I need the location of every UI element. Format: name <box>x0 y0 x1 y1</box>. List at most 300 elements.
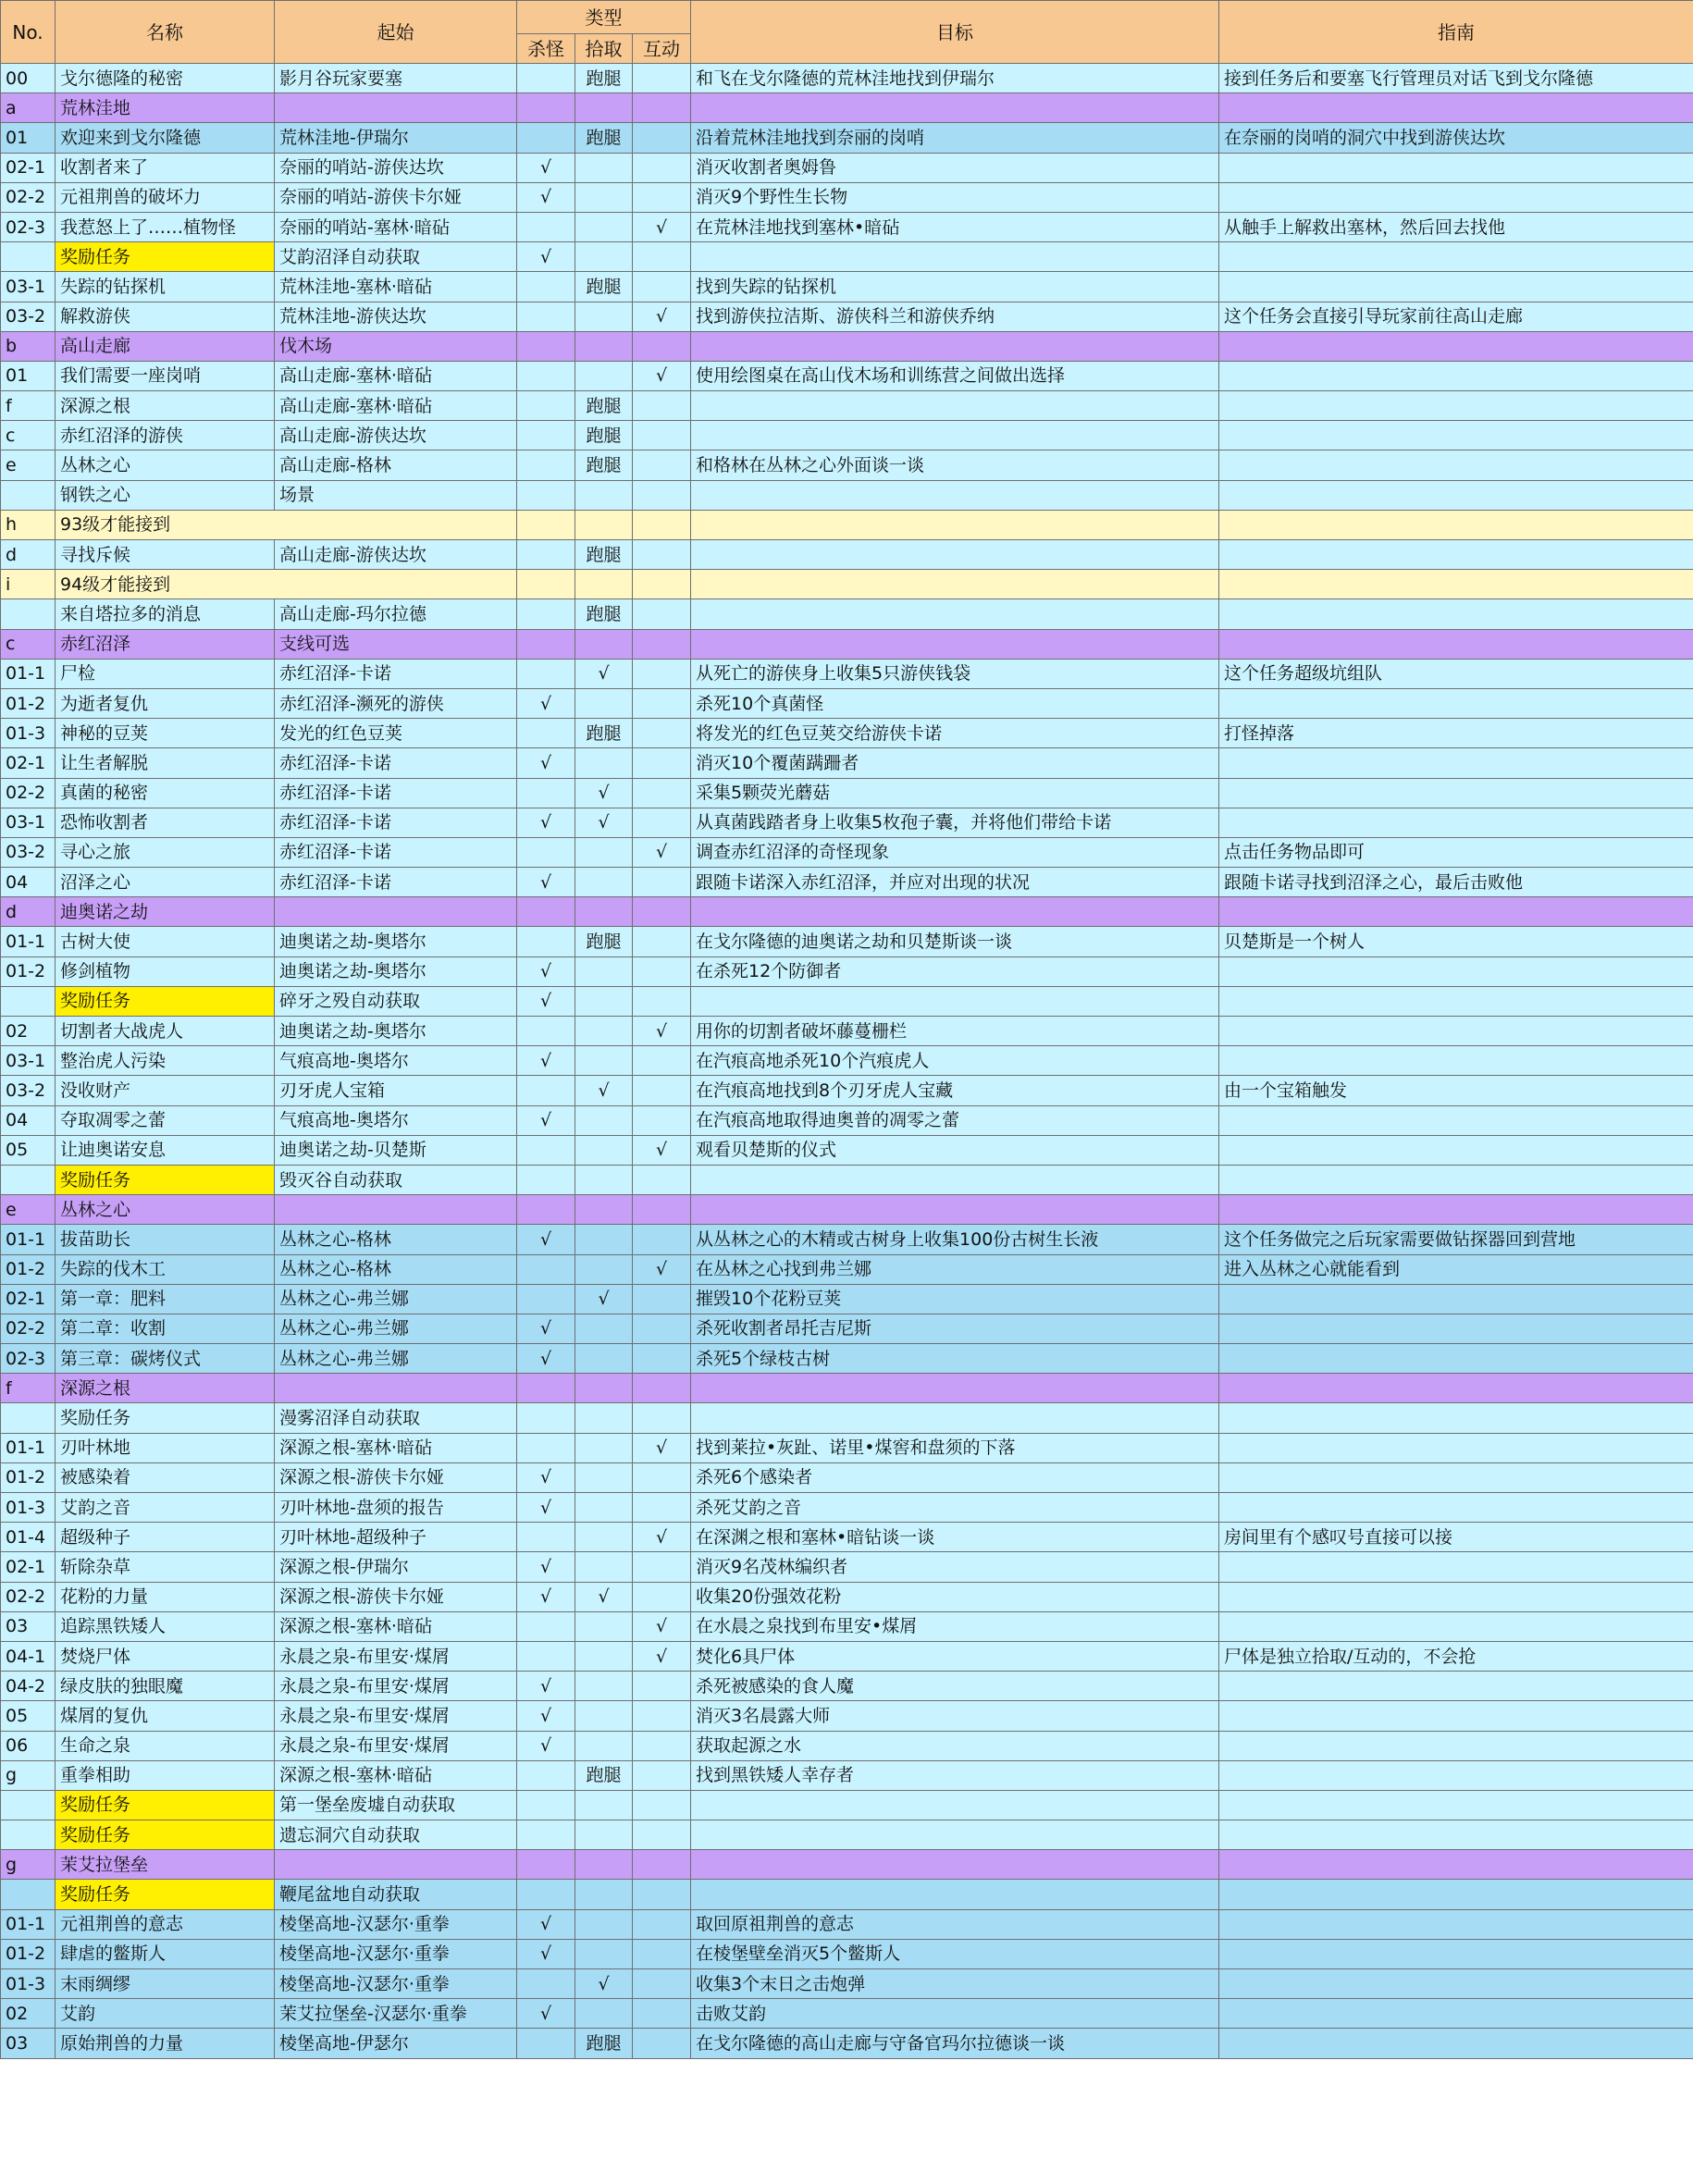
cell-pick[interactable]: 跑腿 <box>575 64 633 93</box>
cell-start[interactable]: 赤红沼泽-卡诺 <box>275 837 517 867</box>
cell-no[interactable]: 01-4 <box>1 1523 56 1552</box>
cell-name[interactable]: 沼泽之心 <box>56 868 275 897</box>
cell-interact[interactable] <box>633 1969 691 1999</box>
cell-kill[interactable] <box>517 212 575 241</box>
cell-guide[interactable] <box>1219 748 1693 778</box>
cell-no[interactable] <box>1 1880 56 1909</box>
cell-no[interactable] <box>1 986 56 1016</box>
cell-interact[interactable] <box>633 421 691 450</box>
cell-kill[interactable] <box>517 1850 575 1880</box>
cell-start[interactable]: 刃叶林地-超级种子 <box>275 1523 517 1552</box>
cell-guide[interactable] <box>1219 1969 1693 1999</box>
section-subtitle[interactable] <box>275 93 517 123</box>
cell-start[interactable]: 荒林洼地-伊瑞尔 <box>275 123 517 153</box>
cell-goal[interactable] <box>691 480 1219 510</box>
cell-start[interactable]: 漫雾沼泽自动获取 <box>275 1403 517 1433</box>
cell-guide[interactable] <box>1219 480 1693 510</box>
cell-pick[interactable] <box>575 868 633 897</box>
cell-start[interactable]: 深源之根-游侠卡尔娅 <box>275 1462 517 1492</box>
cell-interact[interactable] <box>633 242 691 272</box>
cell-no[interactable]: 02-1 <box>1 748 56 778</box>
cell-interact[interactable] <box>633 272 691 302</box>
cell-kill[interactable] <box>517 1254 575 1284</box>
cell-goal[interactable] <box>691 1165 1219 1194</box>
cell-kill[interactable] <box>517 480 575 510</box>
cell-start[interactable]: 毁灭谷自动获取 <box>275 1165 517 1194</box>
cell-goal[interactable]: 在汽痕高地杀死10个汽痕虎人 <box>691 1046 1219 1076</box>
cell-interact[interactable] <box>633 391 691 421</box>
cell-pick[interactable] <box>575 1701 633 1731</box>
cell-name[interactable]: 第二章：收割 <box>56 1314 275 1343</box>
cell-no[interactable]: 02 <box>1 1999 56 2029</box>
cell-start[interactable]: 高山走廊-格林 <box>275 450 517 480</box>
cell-guide[interactable]: 跟随卡诺寻找到沼泽之心，最后击败他 <box>1219 868 1693 897</box>
cell-goal[interactable]: 从死亡的游侠身上收集5只游侠钱袋 <box>691 659 1219 688</box>
cell-goal[interactable]: 和格林在丛林之心外面谈一谈 <box>691 450 1219 480</box>
section-subtitle[interactable]: 伐木场 <box>275 331 517 361</box>
cell-pick[interactable] <box>575 1254 633 1284</box>
cell-interact[interactable] <box>633 629 691 659</box>
cell-name[interactable]: 煤屑的复仇 <box>56 1701 275 1731</box>
cell-interact[interactable] <box>633 1344 691 1374</box>
cell-pick[interactable] <box>575 182 633 212</box>
cell-goal[interactable]: 杀死收割者昂托吉尼斯 <box>691 1314 1219 1343</box>
cell-interact[interactable] <box>633 868 691 897</box>
cell-start[interactable]: 荒林洼地-游侠达坎 <box>275 302 517 331</box>
cell-pick[interactable] <box>575 1165 633 1194</box>
cell-kill[interactable]: √ <box>517 1105 575 1135</box>
cell-guide[interactable] <box>1219 1195 1693 1225</box>
level-note[interactable]: 94级才能接到 <box>56 570 517 599</box>
cell-kill[interactable] <box>517 1820 575 1850</box>
cell-goal[interactable]: 焚化6具尸体 <box>691 1641 1219 1671</box>
cell-goal[interactable]: 从丛林之心的木精或古树身上收集100份古树生长液 <box>691 1225 1219 1254</box>
cell-interact[interactable] <box>633 1731 691 1760</box>
section-code[interactable]: b <box>1 331 56 361</box>
cell-guide[interactable] <box>1219 1105 1693 1135</box>
cell-start[interactable]: 气痕高地-奥塔尔 <box>275 1105 517 1135</box>
cell-guide[interactable] <box>1219 272 1693 302</box>
cell-interact[interactable] <box>633 1820 691 1850</box>
cell-name[interactable]: 奖励任务 <box>56 986 275 1016</box>
cell-guide[interactable] <box>1219 1850 1693 1880</box>
cell-guide[interactable] <box>1219 1046 1693 1076</box>
cell-name[interactable]: 我们需要一座岗哨 <box>56 361 275 390</box>
cell-guide[interactable] <box>1219 688 1693 718</box>
cell-no[interactable]: 03-2 <box>1 1076 56 1105</box>
cell-no[interactable]: 03-1 <box>1 1046 56 1076</box>
cell-kill[interactable] <box>517 540 575 570</box>
cell-no[interactable]: 00 <box>1 64 56 93</box>
cell-no[interactable]: 06 <box>1 1731 56 1760</box>
cell-guide[interactable]: 进入丛林之心就能看到 <box>1219 1254 1693 1284</box>
cell-no[interactable]: 02 <box>1 1017 56 1046</box>
col-header-goal[interactable]: 目标 <box>691 1 1219 64</box>
cell-start[interactable]: 高山走廊-游侠达坎 <box>275 421 517 450</box>
cell-interact[interactable] <box>633 540 691 570</box>
cell-goal[interactable] <box>691 421 1219 450</box>
cell-name[interactable]: 神秘的豆荚 <box>56 719 275 748</box>
cell-kill[interactable]: √ <box>517 242 575 272</box>
cell-no[interactable] <box>1 1820 56 1850</box>
cell-kill[interactable] <box>517 361 575 390</box>
cell-kill[interactable] <box>517 778 575 808</box>
cell-name[interactable]: 肆虐的鳖斯人 <box>56 1939 275 1968</box>
cell-name[interactable]: 原始荆兽的力量 <box>56 2029 275 2058</box>
cell-interact[interactable] <box>633 1582 691 1611</box>
cell-goal[interactable]: 杀死10个真菌怪 <box>691 688 1219 718</box>
cell-pick[interactable]: √ <box>575 1076 633 1105</box>
cell-pick[interactable] <box>575 986 633 1016</box>
cell-kill[interactable]: √ <box>517 1909 575 1939</box>
cell-pick[interactable] <box>575 153 633 182</box>
cell-interact[interactable] <box>633 897 691 927</box>
cell-goal[interactable]: 用你的切割者破坏藤蔓栅栏 <box>691 1017 1219 1046</box>
cell-interact[interactable]: √ <box>633 1523 691 1552</box>
cell-guide[interactable] <box>1219 510 1693 539</box>
cell-no[interactable]: 02-2 <box>1 1582 56 1611</box>
cell-goal[interactable]: 找到游侠拉洁斯、游侠科兰和游侠乔纳 <box>691 302 1219 331</box>
col-header-type[interactable]: 类型 <box>517 1 691 34</box>
cell-goal[interactable] <box>691 897 1219 927</box>
cell-name[interactable]: 解救游侠 <box>56 302 275 331</box>
cell-guide[interactable]: 点击任务物品即可 <box>1219 837 1693 867</box>
cell-guide[interactable] <box>1219 391 1693 421</box>
cell-start[interactable]: 奈丽的哨站-塞林·暗砧 <box>275 212 517 241</box>
cell-goal[interactable] <box>691 1195 1219 1225</box>
cell-start[interactable]: 迪奥诺之劫-贝楚斯 <box>275 1135 517 1165</box>
cell-pick[interactable] <box>575 212 633 241</box>
cell-no[interactable]: c <box>1 421 56 450</box>
cell-guide[interactable] <box>1219 1731 1693 1760</box>
cell-no[interactable] <box>1 242 56 272</box>
cell-start[interactable]: 迪奥诺之劫-奥塔尔 <box>275 956 517 986</box>
cell-guide[interactable] <box>1219 1552 1693 1582</box>
cell-start[interactable]: 赤红沼泽-卡诺 <box>275 748 517 778</box>
cell-interact[interactable] <box>633 331 691 361</box>
cell-guide[interactable] <box>1219 1939 1693 1968</box>
cell-kill[interactable] <box>517 1374 575 1403</box>
cell-name[interactable]: 让生者解脱 <box>56 748 275 778</box>
cell-kill[interactable]: √ <box>517 1939 575 1968</box>
cell-name[interactable]: 丛林之心 <box>56 450 275 480</box>
cell-pick[interactable]: 跑腿 <box>575 719 633 748</box>
cell-no[interactable]: 02-2 <box>1 778 56 808</box>
cell-interact[interactable] <box>633 1850 691 1880</box>
cell-goal[interactable]: 杀死5个绿枝古树 <box>691 1344 1219 1374</box>
cell-no[interactable]: e <box>1 450 56 480</box>
cell-kill[interactable]: √ <box>517 1552 575 1582</box>
section-code[interactable]: g <box>1 1850 56 1880</box>
cell-guide[interactable] <box>1219 182 1693 212</box>
cell-start[interactable]: 永晨之泉-布里安·煤屑 <box>275 1701 517 1731</box>
section-title[interactable]: 迪奥诺之劫 <box>56 897 275 927</box>
cell-goal[interactable]: 在汽痕高地取得迪奥普的凋零之蕾 <box>691 1105 1219 1135</box>
cell-goal[interactable]: 消灭3名晨露大师 <box>691 1701 1219 1731</box>
cell-kill[interactable] <box>517 391 575 421</box>
col-header-kill[interactable]: 杀怪 <box>517 34 575 64</box>
cell-guide[interactable] <box>1219 1790 1693 1820</box>
cell-goal[interactable]: 在深渊之根和塞林•暗钻谈一谈 <box>691 1523 1219 1552</box>
col-header-start[interactable]: 起始 <box>275 1 517 64</box>
cell-guide[interactable] <box>1219 778 1693 808</box>
cell-name[interactable]: 重拳相助 <box>56 1760 275 1790</box>
cell-interact[interactable] <box>633 1046 691 1076</box>
cell-start[interactable]: 迪奥诺之劫-奥塔尔 <box>275 1017 517 1046</box>
cell-kill[interactable] <box>517 64 575 93</box>
cell-start[interactable]: 赤红沼泽-卡诺 <box>275 778 517 808</box>
cell-name[interactable]: 赤红沼泽的游侠 <box>56 421 275 450</box>
cell-pick[interactable] <box>575 748 633 778</box>
cell-start[interactable]: 气痕高地-奥塔尔 <box>275 1046 517 1076</box>
cell-no[interactable]: 04-1 <box>1 1641 56 1671</box>
cell-interact[interactable]: √ <box>633 1433 691 1462</box>
cell-kill[interactable] <box>517 1076 575 1105</box>
cell-kill[interactable] <box>517 1611 575 1641</box>
cell-kill[interactable] <box>517 1523 575 1552</box>
cell-guide[interactable] <box>1219 956 1693 986</box>
cell-pick[interactable]: √ <box>575 778 633 808</box>
cell-pick[interactable] <box>575 1523 633 1552</box>
cell-no[interactable]: 03 <box>1 1611 56 1641</box>
cell-name[interactable]: 奖励任务 <box>56 1403 275 1433</box>
section-title[interactable]: 赤红沼泽 <box>56 629 275 659</box>
cell-kill[interactable] <box>517 1790 575 1820</box>
cell-start[interactable]: 赤红沼泽-濒死的游侠 <box>275 688 517 718</box>
cell-start[interactable]: 发光的红色豆荚 <box>275 719 517 748</box>
cell-interact[interactable]: √ <box>633 1641 691 1671</box>
cell-name[interactable]: 修剑植物 <box>56 956 275 986</box>
cell-no[interactable]: d <box>1 540 56 570</box>
cell-goal[interactable] <box>691 986 1219 1016</box>
cell-kill[interactable] <box>517 719 575 748</box>
cell-pick[interactable] <box>575 897 633 927</box>
cell-interact[interactable] <box>633 1493 691 1523</box>
cell-no[interactable] <box>1 599 56 629</box>
cell-no[interactable]: 02-2 <box>1 1314 56 1343</box>
cell-interact[interactable] <box>633 1701 691 1731</box>
cell-name[interactable]: 奖励任务 <box>56 1790 275 1820</box>
cell-name[interactable]: 绿皮肤的独眼魔 <box>56 1672 275 1701</box>
cell-no[interactable]: g <box>1 1760 56 1790</box>
cell-kill[interactable]: √ <box>517 1225 575 1254</box>
section-code[interactable]: f <box>1 1374 56 1403</box>
cell-kill[interactable] <box>517 1403 575 1433</box>
cell-pick[interactable] <box>575 1611 633 1641</box>
cell-no[interactable]: 01-1 <box>1 1909 56 1939</box>
cell-pick[interactable] <box>575 1820 633 1850</box>
cell-interact[interactable] <box>633 1105 691 1135</box>
cell-name[interactable]: 为逝者复仇 <box>56 688 275 718</box>
cell-interact[interactable] <box>633 956 691 986</box>
cell-interact[interactable] <box>633 1225 691 1254</box>
cell-name[interactable]: 斩除杂草 <box>56 1552 275 1582</box>
cell-pick[interactable] <box>575 1105 633 1135</box>
cell-kill[interactable]: √ <box>517 1672 575 1701</box>
cell-goal[interactable]: 调查赤红沼泽的奇怪现象 <box>691 837 1219 867</box>
cell-pick[interactable] <box>575 688 633 718</box>
cell-pick[interactable]: 跑腿 <box>575 272 633 302</box>
cell-pick[interactable]: √ <box>575 1284 633 1314</box>
cell-interact[interactable] <box>633 1165 691 1194</box>
cell-kill[interactable]: √ <box>517 1731 575 1760</box>
section-subtitle[interactable] <box>275 1195 517 1225</box>
cell-kill[interactable] <box>517 570 575 599</box>
cell-guide[interactable] <box>1219 1462 1693 1492</box>
cell-goal[interactable]: 杀死艾韵之音 <box>691 1493 1219 1523</box>
cell-no[interactable]: 01-2 <box>1 1254 56 1284</box>
cell-pick[interactable] <box>575 361 633 390</box>
cell-pick[interactable] <box>575 1403 633 1433</box>
cell-pick[interactable] <box>575 1552 633 1582</box>
cell-guide[interactable] <box>1219 1611 1693 1641</box>
cell-guide[interactable] <box>1219 361 1693 390</box>
cell-pick[interactable] <box>575 1731 633 1760</box>
cell-guide[interactable] <box>1219 1493 1693 1523</box>
cell-interact[interactable] <box>633 1284 691 1314</box>
cell-pick[interactable]: 跑腿 <box>575 123 633 153</box>
cell-interact[interactable] <box>633 659 691 688</box>
cell-name[interactable]: 拔苗助长 <box>56 1225 275 1254</box>
cell-kill[interactable]: √ <box>517 1462 575 1492</box>
cell-guide[interactable] <box>1219 986 1693 1016</box>
cell-no[interactable]: f <box>1 391 56 421</box>
cell-kill[interactable]: √ <box>517 808 575 837</box>
cell-name[interactable]: 让迪奥诺安息 <box>56 1135 275 1165</box>
cell-interact[interactable] <box>633 1403 691 1433</box>
cell-interact[interactable] <box>633 1909 691 1939</box>
cell-kill[interactable]: √ <box>517 1493 575 1523</box>
cell-name[interactable]: 欢迎来到戈尔隆德 <box>56 123 275 153</box>
cell-kill[interactable] <box>517 1284 575 1314</box>
cell-guide[interactable] <box>1219 1165 1693 1194</box>
cell-guide[interactable] <box>1219 1017 1693 1046</box>
cell-interact[interactable] <box>633 123 691 153</box>
cell-interact[interactable] <box>633 64 691 93</box>
cell-no[interactable]: 05 <box>1 1135 56 1165</box>
cell-pick[interactable] <box>575 1017 633 1046</box>
cell-goal[interactable] <box>691 93 1219 123</box>
cell-goal[interactable] <box>691 1374 1219 1403</box>
cell-guide[interactable]: 接到任务后和要塞飞行管理员对话飞到戈尔隆德 <box>1219 64 1693 93</box>
cell-interact[interactable] <box>633 450 691 480</box>
cell-pick[interactable] <box>575 570 633 599</box>
cell-guide[interactable] <box>1219 1701 1693 1731</box>
cell-interact[interactable]: √ <box>633 212 691 241</box>
cell-no[interactable]: 03-2 <box>1 837 56 867</box>
cell-guide[interactable]: 打怪掉落 <box>1219 719 1693 748</box>
cell-guide[interactable]: 在奈丽的岗哨的洞穴中找到游侠达坎 <box>1219 123 1693 153</box>
cell-guide[interactable] <box>1219 450 1693 480</box>
cell-start[interactable]: 丛林之心-弗兰娜 <box>275 1344 517 1374</box>
cell-pick[interactable] <box>575 1195 633 1225</box>
cell-interact[interactable] <box>633 748 691 778</box>
cell-pick[interactable]: √ <box>575 808 633 837</box>
cell-interact[interactable] <box>633 570 691 599</box>
section-code[interactable]: c <box>1 629 56 659</box>
cell-interact[interactable] <box>633 927 691 956</box>
cell-start[interactable]: 深源之根-塞林·暗砧 <box>275 1611 517 1641</box>
cell-no[interactable]: 01-1 <box>1 1225 56 1254</box>
cell-kill[interactable] <box>517 450 575 480</box>
cell-guide[interactable] <box>1219 599 1693 629</box>
cell-goal[interactable] <box>691 1850 1219 1880</box>
cell-name[interactable]: 失踪的钻探机 <box>56 272 275 302</box>
cell-name[interactable]: 切割者大战虎人 <box>56 1017 275 1046</box>
section-subtitle[interactable] <box>275 1850 517 1880</box>
cell-name[interactable]: 生命之泉 <box>56 1731 275 1760</box>
cell-kill[interactable]: √ <box>517 1701 575 1731</box>
cell-interact[interactable] <box>633 1462 691 1492</box>
cell-guide[interactable]: 这个任务超级坑组队 <box>1219 659 1693 688</box>
cell-name[interactable]: 艾韵之音 <box>56 1493 275 1523</box>
cell-guide[interactable]: 贝楚斯是一个树人 <box>1219 927 1693 956</box>
cell-goal[interactable]: 在杀死12个防御者 <box>691 956 1219 986</box>
cell-start[interactable]: 奈丽的哨站-游侠达坎 <box>275 153 517 182</box>
cell-guide[interactable]: 房间里有个感叹号直接可以接 <box>1219 1523 1693 1552</box>
cell-name[interactable]: 元祖荆兽的意志 <box>56 1909 275 1939</box>
cell-no[interactable] <box>1 1165 56 1194</box>
cell-no[interactable] <box>1 1790 56 1820</box>
col-header-guide[interactable]: 指南 <box>1219 1 1693 64</box>
cell-start[interactable]: 高山走廊-玛尔拉德 <box>275 599 517 629</box>
cell-kill[interactable] <box>517 331 575 361</box>
cell-no[interactable]: 04 <box>1 1105 56 1135</box>
cell-pick[interactable] <box>575 1462 633 1492</box>
cell-goal[interactable]: 杀死6个感染者 <box>691 1462 1219 1492</box>
cell-interact[interactable] <box>633 510 691 539</box>
cell-kill[interactable]: √ <box>517 1344 575 1374</box>
cell-pick[interactable] <box>575 1493 633 1523</box>
cell-goal[interactable]: 找到黑铁矮人幸存者 <box>691 1760 1219 1790</box>
cell-goal[interactable] <box>691 331 1219 361</box>
cell-pick[interactable] <box>575 480 633 510</box>
cell-name[interactable]: 钢铁之心 <box>56 480 275 510</box>
cell-kill[interactable] <box>517 1165 575 1194</box>
cell-name[interactable]: 整治虎人污染 <box>56 1046 275 1076</box>
cell-goal[interactable]: 在丛林之心找到弗兰娜 <box>691 1254 1219 1284</box>
cell-goal[interactable]: 将发光的红色豆荚交给游侠卡诺 <box>691 719 1219 748</box>
cell-guide[interactable] <box>1219 1284 1693 1314</box>
section-code[interactable]: e <box>1 1195 56 1225</box>
cell-goal[interactable]: 和飞在戈尔隆德的荒林洼地找到伊瑞尔 <box>691 64 1219 93</box>
cell-pick[interactable]: √ <box>575 1969 633 1999</box>
cell-name[interactable]: 没收财产 <box>56 1076 275 1105</box>
cell-name[interactable]: 古树大使 <box>56 927 275 956</box>
cell-pick[interactable]: 跑腿 <box>575 1760 633 1790</box>
cell-kill[interactable] <box>517 123 575 153</box>
cell-start[interactable]: 高山走廊-游侠达坎 <box>275 540 517 570</box>
cell-goal[interactable] <box>691 629 1219 659</box>
cell-goal[interactable]: 在戈尔隆德的迪奥诺之劫和贝楚斯谈一谈 <box>691 927 1219 956</box>
cell-kill[interactable] <box>517 510 575 539</box>
cell-pick[interactable]: 跑腿 <box>575 450 633 480</box>
section-subtitle[interactable] <box>275 897 517 927</box>
cell-interact[interactable]: √ <box>633 361 691 390</box>
col-header-name[interactable]: 名称 <box>56 1 275 64</box>
cell-start[interactable]: 深源之根-伊瑞尔 <box>275 1552 517 1582</box>
cell-interact[interactable] <box>633 986 691 1016</box>
cell-interact[interactable]: √ <box>633 1254 691 1284</box>
cell-goal[interactable] <box>691 1403 1219 1433</box>
cell-start[interactable]: 赤红沼泽-卡诺 <box>275 659 517 688</box>
cell-name[interactable]: 奖励任务 <box>56 242 275 272</box>
cell-start[interactable]: 茉艾拉堡垒-汉瑟尔·重拳 <box>275 1999 517 2029</box>
cell-start[interactable]: 丛林之心-弗兰娜 <box>275 1314 517 1343</box>
cell-name[interactable]: 奖励任务 <box>56 1165 275 1194</box>
cell-interact[interactable] <box>633 778 691 808</box>
cell-pick[interactable] <box>575 1880 633 1909</box>
